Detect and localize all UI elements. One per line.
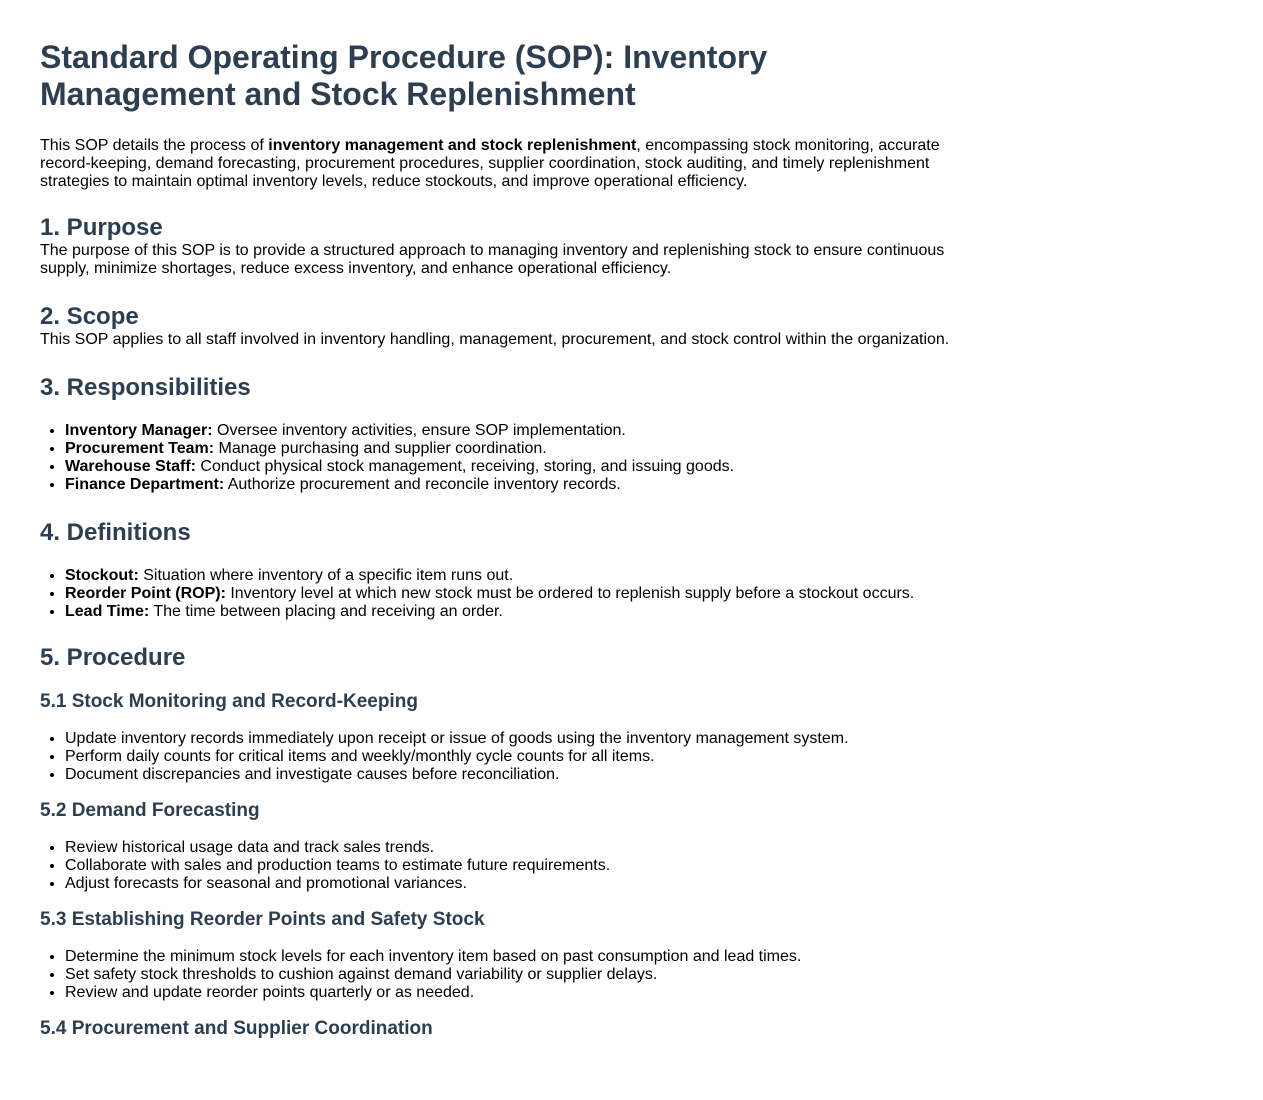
list-item: • Determine the minimum stock levels for each inventory item based on past consumption and lead times.: [65, 948, 960, 966]
list-item: • Adjust forecasts for seasonal and promotional variances.: [65, 875, 960, 893]
reorder-points-list: [40, 948, 960, 1002]
term-label: Stockout:: [65, 567, 139, 584]
intro-paragraph: [40, 137, 950, 191]
intro-suffix: , encompassing stock monitoring, accurate record-keeping, demand forecasting, procurement procedures, supplier coordination, stock auditing, and timely replenishment strategies to maintain optimal inventory levels, reduce stockouts, and improve operational efficiency.: [40, 137, 940, 190]
term-label: Reorder Point (ROP):: [65, 585, 226, 602]
list-item: [65, 422, 960, 440]
scope-heading: 2. Scope: [40, 303, 139, 330]
term-text: Authorize procurement and reconcile inventory records.: [224, 476, 621, 493]
list-item: [65, 440, 960, 458]
subsection-heading-5-4: 5.4 Procurement and Supplier Coordination: [40, 1018, 433, 1039]
intro-prefix: This SOP details the process of: [40, 137, 269, 154]
list-item: • Perform daily counts for critical items and weekly/monthly cycle counts for all items.: [65, 748, 960, 766]
subsection-heading-5-2: 5.2 Demand Forecasting: [40, 800, 260, 821]
term-text: Inventory level at which new stock must be ordered to replenish supply before a stockout occurs.: [225, 585, 915, 602]
list-item: • Update inventory records immediately upon receipt or issue of goods using the inventory management system.: [65, 730, 960, 748]
list-item: [65, 585, 960, 603]
list-item: [65, 603, 960, 621]
list-item: • Review and update reorder points quarterly or as needed.: [65, 984, 960, 1002]
responsibilities-heading: 3. Responsibilities: [40, 374, 251, 401]
page-title: Standard Operating Procedure (SOP): Inventory Management and Stock Replenishment: [40, 39, 768, 112]
intro-bold: inventory management and stock replenishment: [268, 137, 637, 154]
list-item: • Review historical usage data and track sales trends.: [65, 839, 960, 857]
list-item: • Set safety stock thresholds to cushion against demand variability or supplier delays.: [65, 966, 960, 984]
list-item: [65, 458, 960, 476]
term-text: Oversee inventory activities, ensure SOP implementation.: [212, 422, 626, 439]
demand-forecasting-list: [40, 839, 960, 893]
definitions-list: [40, 567, 960, 621]
term-text: Manage purchasing and supplier coordination.: [214, 440, 547, 457]
purpose-heading: 1. Purpose: [40, 214, 163, 241]
purpose-text: The purpose of this SOP is to provide a structured approach to managing inventory and replenishing stock to ensure continuous supply, minimize shortages, reduce excess inventory, and enhance operational efficiency.: [40, 242, 945, 277]
term-label: Lead Time:: [65, 603, 150, 620]
subsection-heading-5-1: 5.1 Stock Monitoring and Record-Keeping: [40, 691, 418, 712]
term-text: Situation where inventory of a specific item runs out.: [138, 567, 514, 584]
list-item: [65, 476, 960, 494]
definitions-heading: 4. Definitions: [40, 519, 191, 546]
subsection-heading-5-3: 5.3 Establishing Reorder Points and Safety Stock: [40, 909, 485, 930]
term-label: Finance Department:: [65, 476, 225, 493]
list-item: [65, 567, 960, 585]
stock-monitoring-list: [40, 730, 960, 784]
term-label: Warehouse Staff:: [65, 458, 196, 475]
term-text: The time between placing and receiving an order.: [149, 603, 503, 620]
responsibilities-list: [40, 422, 960, 494]
term-label: Inventory Manager:: [65, 422, 213, 439]
term-text: Conduct physical stock management, receiving, storing, and issuing goods.: [195, 458, 735, 475]
list-item: • Document discrepancies and investigate causes before reconciliation.: [65, 766, 960, 784]
scope-text: This SOP applies to all staff involved in inventory handling, management, procurement, and stock control within the organization.: [40, 331, 950, 348]
term-label: Procurement Team:: [65, 440, 215, 457]
list-item: • Collaborate with sales and production teams to estimate future requirements.: [65, 857, 960, 875]
procedure-heading: 5. Procedure: [40, 644, 186, 671]
